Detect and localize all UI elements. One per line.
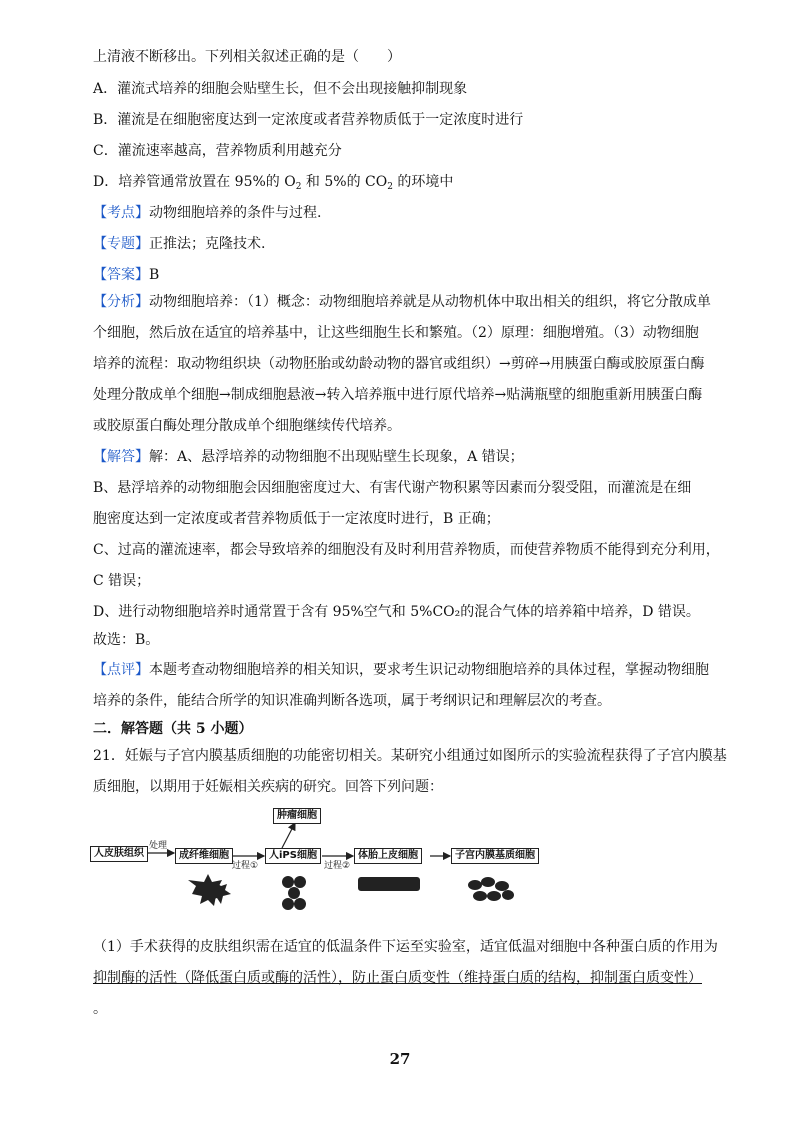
answer-line: 【答案】B: [93, 267, 160, 283]
box-tumor-cell: 肿瘤细胞: [273, 808, 321, 824]
box-stromal-cell: 子宫内膜基质细胞: [451, 848, 539, 864]
solution-line-7: 故选：B。: [93, 632, 160, 648]
q21-stem-1: 21．妊娠与子宫内膜基质细胞的功能密切相关。某研究小组通过如图所示的实验流程获得了子宫内膜基: [93, 748, 727, 764]
q20-stem-tail: 上清液不断移出。下列相关叙述正确的是（ ）: [93, 49, 401, 65]
comment-tag: 【点评】: [93, 662, 149, 678]
solution-tag: 【解答】: [93, 449, 149, 465]
box-ips-cell: 人iPS细胞: [265, 848, 321, 864]
page-number: 27: [389, 1050, 411, 1068]
label-process-1: 过程①: [232, 861, 259, 871]
q21-part1-line-1: （1）手术获得的皮肤组织需在适宜的低温条件下运至实验室，适宜低温对细胞中各种蛋白质的作用为: [93, 939, 718, 955]
q21-stem-2: 质细胞，以期用于妊娠相关疾病的研究。回答下列问题：: [93, 779, 443, 795]
comment-line-2: 培养的条件，能结合所学的知识准确判断各选项，属于考纲识记和理解层次的考查。: [93, 693, 611, 709]
epithelial-cells-image: [358, 877, 420, 891]
zhuanti-line: 【专题】正推法；克隆技术.: [93, 236, 266, 252]
stromal-cells-image: [468, 877, 514, 901]
comment-line-1: 【点评】本题考查动物细胞培养的相关知识，要求考生识记动物细胞培养的具体过程，掌握动物细胞: [93, 662, 709, 678]
analysis-tag: 【分析】: [93, 294, 149, 310]
fibroblast-cells-image: [188, 874, 231, 906]
label-process-2: 过程②: [324, 861, 351, 871]
box-fibroblast: 成纤维细胞: [175, 848, 233, 864]
q20-option-b: B．灌流是在细胞密度达到一定浓度或者营养物质低于一定浓度时进行: [93, 112, 524, 128]
solution-line-6: D、进行动物细胞培养时通常置于含有 95%空气和 5%CO₂的混合气体的培养箱中培养，D 错误。: [93, 604, 700, 620]
solution-line-2: B、悬浮培养的动物细胞会因细胞密度过大、有害代谢产物积累等因素而分裂受阻，而灌流是在细: [93, 480, 692, 496]
analysis-line-3: 培养的流程：取动物组织块（动物胚胎或幼龄动物的器官或组织）→剪碎→用胰蛋白酶或胶原蛋白酶: [93, 356, 705, 372]
analysis-line-1: 【分析】动物细胞培养：（1）概念：动物细胞培养就是从动物机体中取出相关的组织，将它分散成单: [93, 294, 711, 310]
q21-part1-answer: 抑制酶的活性（降低蛋白质或酶的活性），防止蛋白质变性（维持蛋白质的结构，抑制蛋白质变性）: [93, 970, 702, 986]
box-skin-tissue: 人皮肤组织: [90, 846, 148, 862]
analysis-line-2: 个细胞，然后放在适宜的培养基中，让这些细胞生长和繁殖。（2）原理：细胞增殖。（3）动物细胞: [93, 325, 699, 341]
solution-line-5: C 错误；: [93, 573, 151, 589]
q20-option-d: D．培养管通常放置在 95%的 $O_2$ 和 5%的 $CO_2$ 的环境中: [93, 174, 454, 192]
analysis-line-4: 处理分散成单个细胞→制成细胞悬液→转入培养瓶中进行原代培养→贴满瓶壁的细胞重新用胰蛋白酶: [93, 387, 703, 403]
analysis-line-5: 或胶原蛋白酶处理分散成单个细胞继续传代培养。: [93, 418, 401, 434]
answer-tag: 【答案】: [93, 267, 149, 283]
solution-line-1: 【解答】解：A、悬浮培养的动物细胞不出现贴壁生长现象，A 错误；: [93, 449, 524, 465]
kaodian-tag: 【考点】: [93, 205, 149, 221]
ips-cells-image: [282, 876, 306, 910]
q21-part1-line-3: 。: [93, 1001, 107, 1017]
q20-option-c: C．灌流速率越高，营养物质利用越充分: [93, 143, 342, 159]
box-epithelial-cell: 体胎上皮细胞: [354, 848, 422, 864]
flow-diagram: [90, 800, 570, 920]
q20-option-a: A．灌流式培养的细胞会贴壁生长，但不会出现接触抑制现象: [93, 81, 468, 97]
section-heading: 二．解答题（共 5 小题）: [93, 721, 253, 737]
kaodian-line: 【考点】动物细胞培养的条件与过程.: [93, 205, 322, 221]
label-process-treat: 处理: [149, 841, 168, 851]
solution-line-3: 胞密度达到一定浓度或者营养物质低于一定浓度时进行，B 正确；: [93, 511, 500, 527]
solution-line-4: C、过高的灌流速率，都会导致培养的细胞没有及时利用营养物质，而使营养物质不能得到充分利用，: [93, 542, 720, 558]
zhuanti-tag: 【专题】: [93, 236, 149, 252]
